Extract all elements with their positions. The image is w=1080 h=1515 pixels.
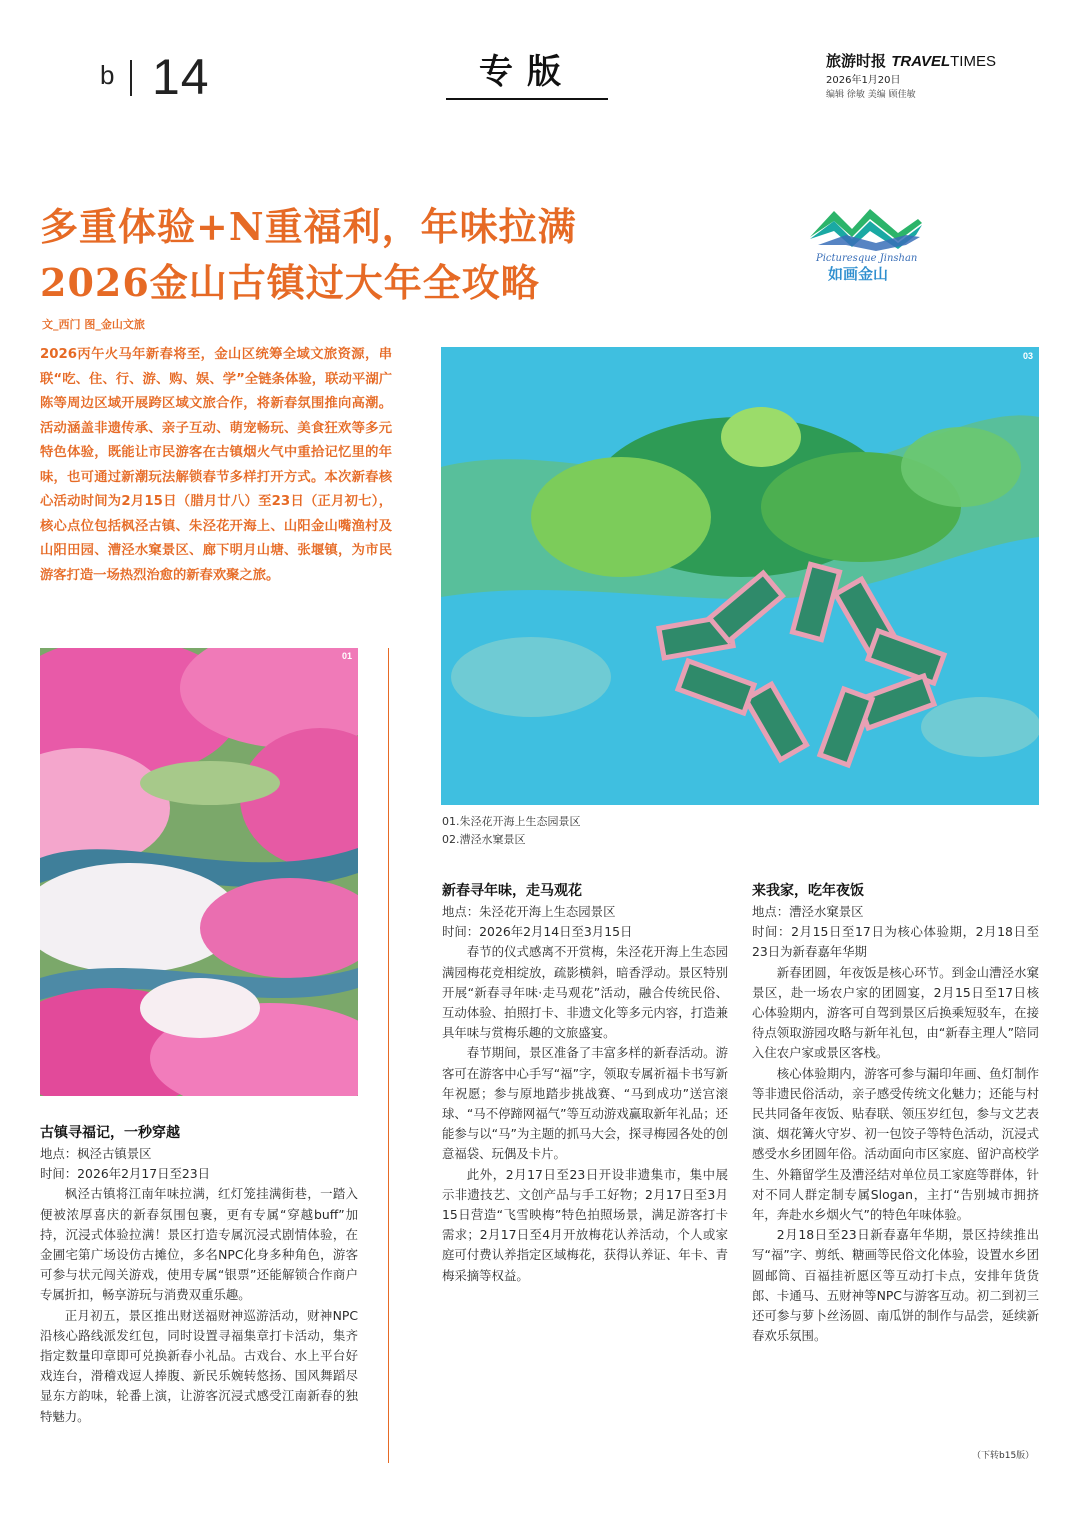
article-new-year-dinner <box>752 880 1039 1346</box>
article-1-heading: 古镇寻福记，一秒穿越 <box>40 1125 180 1141</box>
continued-note: （下转b15版） <box>972 1451 1035 1461</box>
section-title: 专版 <box>479 52 575 92</box>
jinshan-logo <box>806 205 926 285</box>
article-1-paragraph: 枫泾古镇将江南年味拉满，红灯笼挂满街巷，一踏入便被浓厚喜庆的新春氛围包裹，更有专属“穿越buff”加持，沉浸式体验拉满！景区打造专属沉浸式剧情体验，在金圃宅第广场设仿古摊位，多名NPC化身多种角色，游客可参与状元闯关游戏，使用专属“银票”还能解锁合作商户专属折扣，畅享游玩与消费双重乐趣。 <box>40 1186 358 1303</box>
headline-line-2: 2026金山古镇过大年全攻略 <box>40 260 540 305</box>
article-plum-blossom <box>442 880 728 1286</box>
photo-2-tag: 03 <box>1023 351 1034 361</box>
article-2-paragraph: 春节的仪式感离不开赏梅，朱泾花开海上生态园满园梅花竞相绽放，疏影横斜，暗香浮动。景区特别开展“新春寻年味·走马观花”活动，融合传统民俗、互动体验、拍照打卡、非遗文化等多元内容，打造兼具年味与赏梅乐趣的文旅盛宴。 <box>442 944 728 1041</box>
column-divider <box>388 648 389 1463</box>
newspaper-name-cn: 旅游时报 <box>826 52 887 70</box>
photo-captions <box>442 813 581 849</box>
article-3-location: 地点：漕泾水窠景区 <box>752 904 864 919</box>
newspaper-name <box>826 50 996 71</box>
article-2-heading: 新春寻年味，走马观花 <box>442 883 582 899</box>
photo-boats-on-lake <box>441 347 1039 805</box>
page-number-divider <box>130 60 132 96</box>
headline-line-1: 多重体验+N重福利，年味拉满 <box>40 204 577 249</box>
page-prefix: b <box>100 60 115 90</box>
article-3-paragraph: 2月18日至23日新春嘉年华期，景区持续推出写“福”字、剪纸、糖画等民俗文化体验，设置水乡团圆邮筒、百福挂祈愿区等互动打卡点，安排年货货郎、卡通马、五财神等NPC与游客互动。初二到初三还可参与萝卜丝汤圆、南瓜饼的制作与品尝，延续新春欢乐氛围。 <box>752 1227 1039 1344</box>
article-ancient-town <box>40 1122 358 1427</box>
photo-1-tag: 01 <box>342 651 353 661</box>
newspaper-name-en-regular: TIMES <box>950 53 996 70</box>
article-1-time: 时间：2026年2月17日至23日 <box>40 1166 211 1182</box>
mountain-logo-icon <box>806 205 926 285</box>
article-1-location: 地点：枫泾古镇景区 <box>40 1146 152 1161</box>
photo-peach-blossom-park <box>40 648 358 1096</box>
article-2-paragraph: 此外，2月17日至23日开设非遗集市，集中展示非遗技艺、文创产品与手工好物；2月17日至3月15日营造“飞雪映梅”特色拍照场景，满足游客打卡需求；2月17日至4月开放梅花认养活动，个人或家庭可付费认养指定区域梅花，获得认养证、年卡、青梅采摘等权益。 <box>442 1166 728 1283</box>
logo-script-text: Picturesque Jinshan <box>816 253 918 264</box>
newspaper-name-en-bold: TRAVEL <box>891 53 951 70</box>
article-3-time: 时间：2月15日至17日为核心体验期，2月18日至23日为新春嘉年华期 <box>752 924 1039 960</box>
article-3-paragraph: 新春团圆，年夜饭是核心环节。到金山漕泾水窠景区，赴一场农户家的团圆宴，2月15日至17日核心体验期内，游客可自驾到景区后换乘短驳车，在接待点领取游园攻略与新年礼包，由“新春主理人”陪同入住农户家或景区客栈。 <box>752 964 1039 1061</box>
article-2-time: 时间：2026年2月14日至3月15日 <box>442 924 633 940</box>
logo-cn-text: 如画金山 <box>828 265 889 283</box>
article-1-paragraph: 正月初五，景区推出财送福财神巡游活动，财神NPC沿核心路线派发红包，同时设置寻福集章打卡活动，集齐指定数量印章即可兑换新春小礼品。古戏台、水上平台好戏连台，滑稽戏逗人捧腹、新民乐婉转悠扬、国风舞蹈尽显东方韵味，轮番上演，让游客沉浸式感受江南新春的独特魅力。 <box>40 1307 358 1424</box>
article-3-paragraph: 核心体验期内，游客可参与漏印年画、鱼灯制作等非遗民俗活动，亲子感受传统文化魅力；还能与村民共同备年夜饭、贴春联、领压岁红包，参与文艺表演、烟花篝火守岁、初一包饺子等特色活动，沉浸式感受水乡团圆年俗。活动面向市区家庭、留沪高校学生、外籍留学生及漕泾结对单位员工家庭等群体，针对不同人群定制专属Slogan，主打“告别城市拥挤年，奔赴水乡烟火气”的特色年味体验。 <box>752 1065 1039 1223</box>
article-3-heading: 来我家，吃年夜饭 <box>752 883 864 899</box>
article-2-location: 地点：朱泾花开海上生态园景区 <box>442 904 616 919</box>
caption-1: 01.朱泾花开海上生态园景区 <box>442 815 581 828</box>
editor-credits: 编辑 徐敏 美编 顾佳敏 <box>826 90 916 100</box>
intro-paragraph: 2026丙午火马年新春将至，金山区统筹全域文旅资源，串联“吃、住、行、游、购、娱、学”全链条体验，联动平湖广陈等周边区域开展跨区域文旅合作，将新春氛围推向高潮。活动涵盖非遗传承、亲子互动、萌宠畅玩、美食狂欢等多元特色体验，既能让市民游客在古镇烟火气中重拾记忆里的年味，也可通过新潮玩法解锁春节多样打开方式。本次新春核心活动时间为2月15日（腊月廿八）至23日（正月初七），核心点位包括枫泾古镇、朱泾花开海上、山阳金山嘴渔村及山阳田园、漕泾水窠景区、廊下明月山塘、张堰镇，为市民游客打造一场热烈治愈的新春欢聚之旅。 <box>40 347 392 583</box>
section-underline <box>446 98 608 100</box>
caption-2: 02.漕泾水窠景区 <box>442 833 526 846</box>
issue-date: 2026年1月20日 <box>826 75 901 86</box>
byline: 文_西门 图_金山文旅 <box>42 318 145 331</box>
page-number: 14 <box>152 49 210 105</box>
article-2-paragraph: 春节期间，景区准备了丰富多样的新春活动。游客可在游客中心手写“福”字，领取专属祈福卡书写新年祝愿；参与原地踏步挑战赛、“马到成功”送宫滚球、“马不停蹄网福气”等互动游戏赢取新年礼品；还能参与以“马”为主题的抓马大会，探寻梅园各处的创意福袋、玩偶及卡片。 <box>442 1045 728 1162</box>
